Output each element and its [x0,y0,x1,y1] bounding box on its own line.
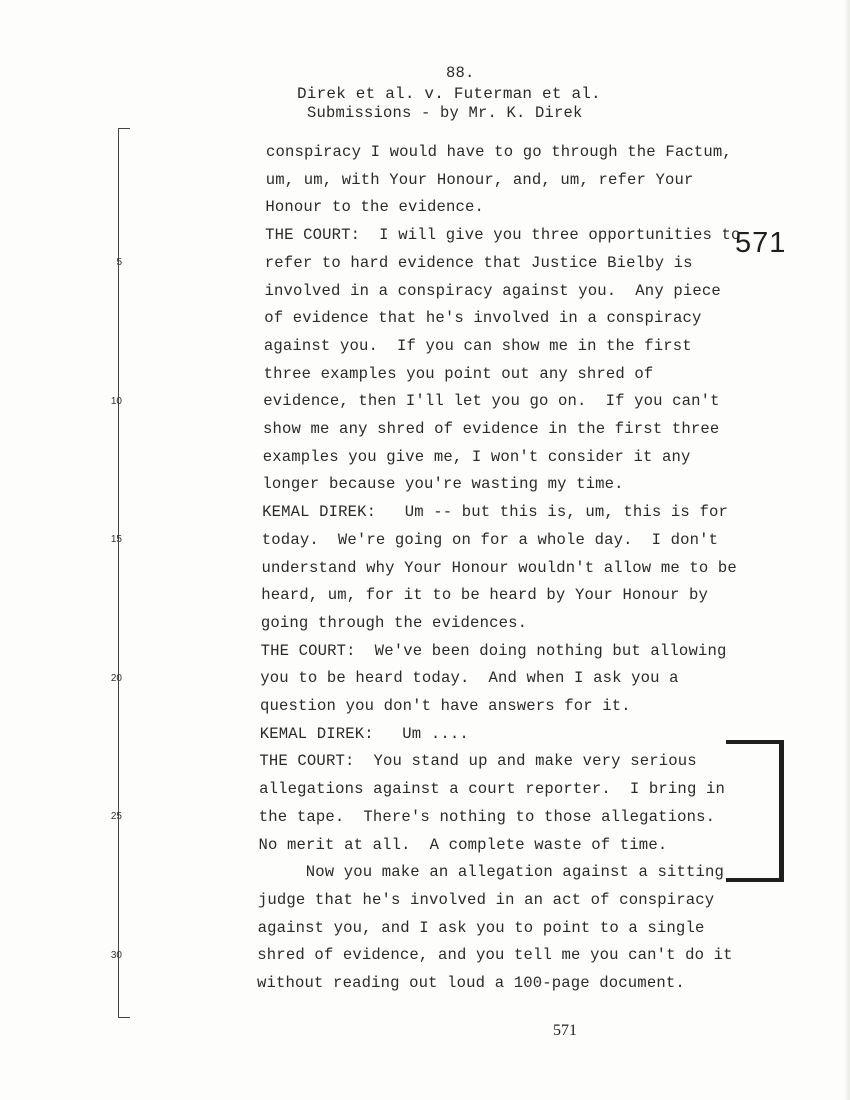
line-number: 5 [116,257,122,268]
transcript-line: against you, and I ask you to point to a single [257,918,705,937]
transcript-line: involved in a conspiracy against you. Any piece [264,281,721,300]
transcript-line: question you don't have answers for it. [260,697,631,715]
transcript-line: KEMAL DIREK: Um -- but this is, um, this is for [262,503,728,522]
transcript-line: without reading out loud a 100-page document. [257,974,685,992]
line-number: 10 [110,395,122,407]
transcript-line: THE COURT: We've been doing nothing but allowing [260,641,727,660]
transcript-line: Now you make an allegation against a sitting [258,863,725,882]
transcript-line: show me any shred of evidence in the first three [263,420,720,438]
transcript-line: longer because you're wasting my time. [262,475,624,494]
transcript-line: shred of evidence, and you tell me you can't do it [257,946,733,965]
transcript-line: THE COURT: I will give you three opportunities to [265,226,741,245]
line-number: 15 [110,534,122,545]
submission-subtitle: Submissions - by Mr. K. Direk [307,104,583,122]
line-number: 30 [110,949,122,961]
page-number: 88. [446,64,475,82]
transcript-line: judge that he's involved in an act of conspiracy [257,890,715,909]
transcript-line: against you. If you can show me in the first [263,336,692,355]
transcript-line: heard, um, for it to be heard by Your Honour by [261,586,709,605]
stamp-number: 571 [735,227,787,259]
transcript-line: THE COURT: You stand up and make very serious [259,752,697,771]
footer-page-number: 571 [553,1022,577,1039]
line-number: 20 [110,672,122,684]
transcript-line: refer to hard evidence that Justice Bielby is [264,253,693,272]
transcript-line: of evidence that he's involved in a conspiracy [264,309,702,328]
transcript-line: three examples you point out any shred of [263,364,654,383]
page-edge-shadow [844,0,850,1100]
case-title: Direk et al. v. Futerman et al. [297,85,601,103]
transcript-line: Honour to the evidence. [265,198,485,217]
transcript-line: um, um, with Your Honour, and, um, refer Your [265,170,694,189]
line-number: 25 [110,811,122,822]
transcript-line: evidence, then I'll let you go on. If you can't [263,392,720,411]
transcript-line: understand why Your Honour wouldn't allow me to be [261,558,737,577]
transcript-line: allegations against a court reporter. I bring in [259,780,725,799]
transcript-line: examples you give me, I won't consider it any [262,447,691,466]
transcript-line: going through the evidences. [260,613,528,632]
transcript-line: the tape. There's nothing to those allegations. [258,807,716,826]
transcript-line: conspiracy I would have to go through the Factum, [266,143,732,161]
transcript-line: No merit at all. A complete waste of time. [258,835,668,854]
transcript-line: you to be heard today. And when I ask you a [260,669,679,688]
transcript-line: KEMAL DIREK: Um .... [259,724,469,743]
transcript-line: today. We're going on for a whole day. I don't [261,530,719,549]
hand-drawn-bracket [726,740,784,882]
